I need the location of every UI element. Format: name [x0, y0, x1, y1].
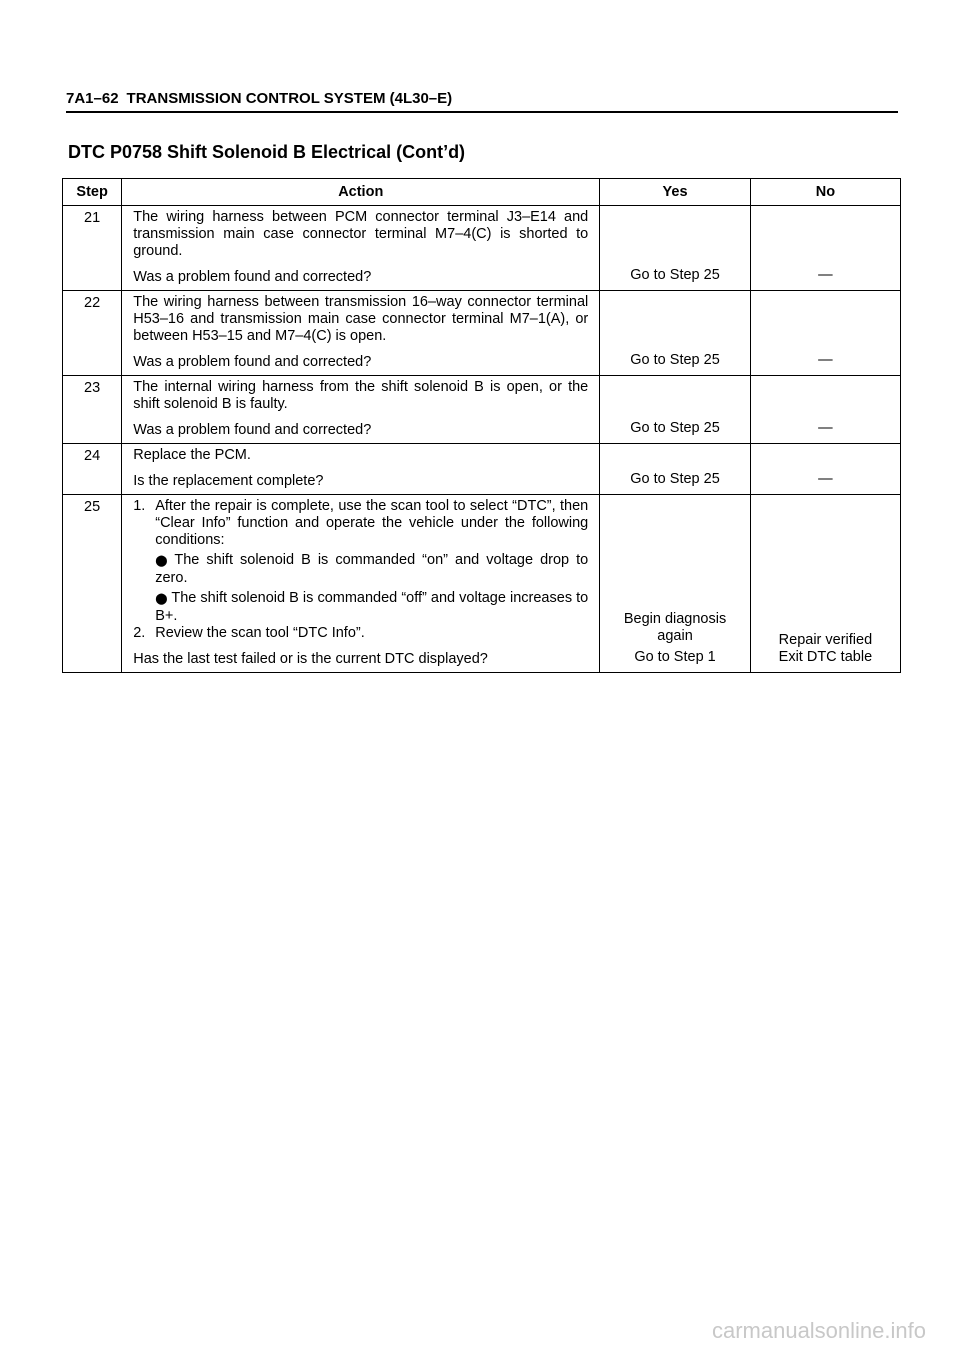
no-result: —	[750, 206, 900, 291]
action-question: Is the replacement complete?	[133, 473, 324, 489]
action-question: Has the last test failed or is the current DTC displayed?	[133, 651, 488, 667]
yes-result	[600, 495, 751, 673]
no-line: Repair verified	[778, 632, 873, 648]
table-header-row	[63, 179, 901, 206]
yes-result: Go to Step 25	[600, 376, 751, 444]
action-description: The wiring harness between transmission 16–way connector terminal H53–16 and transmission main case connector terminal M7–1(A), or between H53–15 and M7–4(C) is open.	[133, 294, 589, 344]
step-number: 21	[63, 206, 122, 291]
item-text: After the repair is complete, use the scan tool to select “DTC”, then “Clear Info” function and operate the vehicle under the following conditions:	[155, 498, 589, 548]
action-cell	[122, 291, 600, 376]
bullet-icon: ⬤	[155, 593, 168, 605]
page-code: 7A1–62	[66, 90, 119, 107]
action-cell	[122, 495, 600, 673]
action-description: The wiring harness between PCM connector terminal J3–E14 and transmission main case connector terminal M7–4(C) is shorted to ground.	[133, 209, 589, 259]
yes-result: Go to Step 25	[600, 291, 751, 376]
action-question: Was a problem found and corrected?	[133, 354, 372, 370]
table-row	[63, 444, 901, 495]
no-result: —	[750, 444, 900, 495]
step-number: 23	[63, 376, 122, 444]
bullet-item	[133, 552, 588, 587]
step-number: 24	[63, 444, 122, 495]
step-number: 22	[63, 291, 122, 376]
page-title: DTC P0758 Shift Solenoid B Electrical (Cont’d)	[68, 142, 466, 162]
bullet-text: The shift solenoid B is commanded “off” and voltage increases to B+.	[155, 590, 589, 624]
yes-result: Go to Step 25	[600, 444, 751, 495]
no-result	[750, 495, 900, 673]
column-header-step: Step	[63, 179, 122, 206]
yes-line: Go to Step 1	[634, 649, 716, 665]
table-row	[63, 376, 901, 444]
item-number: 2.	[133, 625, 146, 641]
no-result: —	[750, 291, 900, 376]
action-description: Replace the PCM.	[133, 447, 251, 463]
item-number: 1.	[133, 498, 146, 514]
column-header-no: No	[750, 179, 900, 206]
action-question: Was a problem found and corrected?	[133, 269, 372, 285]
diagnostic-table	[62, 178, 901, 673]
action-cell	[122, 206, 600, 291]
action-description: The internal wiring harness from the shift solenoid B is open, or the shift solenoid B is faulty.	[133, 379, 589, 412]
table-row	[63, 206, 901, 291]
column-header-yes: Yes	[600, 179, 751, 206]
action-cell	[122, 444, 600, 495]
item-text: Review the scan tool “DTC Info”.	[155, 625, 365, 641]
table-row	[63, 291, 901, 376]
action-question: Was a problem found and corrected?	[133, 422, 372, 438]
no-result: —	[750, 376, 900, 444]
numbered-item	[133, 625, 588, 642]
bullet-item	[133, 590, 588, 625]
bullet-icon: ⬤	[155, 555, 168, 567]
section-name: TRANSMISSION CONTROL SYSTEM (4L30–E)	[126, 90, 453, 107]
column-header-action: Action	[122, 179, 600, 206]
table-row	[63, 495, 901, 673]
action-cell	[122, 376, 600, 444]
step-number: 25	[63, 495, 122, 673]
no-line: Exit DTC table	[778, 649, 873, 665]
yes-line: again	[657, 628, 693, 644]
yes-result: Go to Step 25	[600, 206, 751, 291]
page-header	[66, 90, 898, 113]
numbered-item	[133, 498, 588, 549]
watermark: carmanualsonline.info	[711, 1318, 926, 1343]
bullet-text: The shift solenoid B is commanded “on” and voltage drop to zero.	[155, 552, 589, 586]
yes-line: Begin diagnosis	[623, 611, 727, 627]
